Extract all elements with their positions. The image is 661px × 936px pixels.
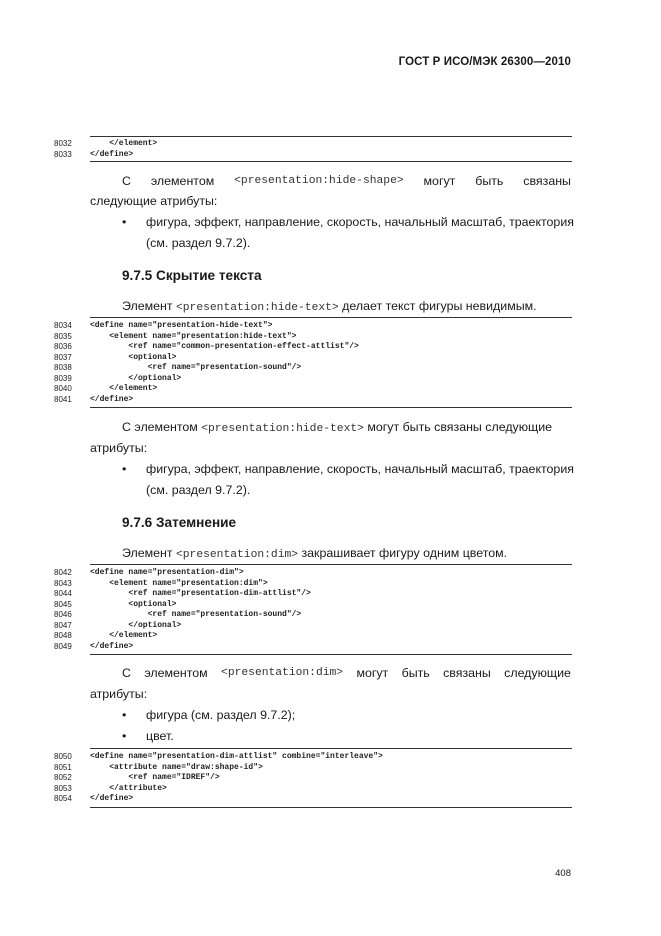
code-text: <element name="presentation:dim"> [90,578,268,588]
paragraph-dim-attrs-line2: атрибуты: [90,687,148,701]
code-lines [54,749,572,805]
code-lines [54,565,572,652]
code-text: </attribute> [90,783,167,793]
paragraph-hide-text-attrs [122,419,552,437]
line-number: 8043 [54,578,72,588]
paragraph-dim-attrs [122,665,571,681]
word: элементом [144,666,208,680]
code-text: <ref name="common-presentation-effect-attlist"/> [90,342,359,351]
inline-code: <presentation:hide-text> [176,302,339,314]
line-number: 8050 [54,752,72,761]
line-number: 8039 [54,373,72,383]
section-heading-9-7-6: 9.7.6 Затемнение [122,515,237,530]
line-number: 8038 [54,363,72,372]
word: связаны [443,666,491,680]
code-lines [54,137,572,160]
word: быть [401,666,430,680]
code-rule-bottom [90,807,572,808]
text: могут быть связаны следующие [363,420,553,434]
line-number: 8049 [54,641,72,651]
word: могут [423,174,456,188]
paragraph-hide-shape [122,173,571,189]
line-number: 8042 [54,568,72,577]
word: могут [356,666,389,680]
text: закрашивает фигуру одним цветом. [298,546,508,560]
inline-code: <presentation:dim> [221,667,344,679]
line-number: 8035 [54,331,72,341]
line-number: 8053 [54,783,72,793]
code-text: <define name="presentation-hide-text"> [90,321,273,330]
code-text: <optional> [90,352,177,362]
code-line [54,589,572,600]
line-number: 8045 [54,599,72,609]
code-text: </element> [90,139,158,148]
code-line [54,342,572,353]
line-number: 8047 [54,620,72,630]
line-number: 8046 [54,610,72,619]
code-line [54,631,572,642]
code-text: </define> [90,794,134,803]
inline-code: <presentation:hide-shape> [234,175,404,187]
code-text: </element> [90,384,158,393]
code-text: </element> [90,631,158,640]
code-line [54,321,572,332]
bullet-dot: • [122,708,127,722]
code-line [54,139,572,150]
code-rule-bottom [90,161,572,162]
code-rule-bottom [90,407,572,408]
code-text: <optional> [90,599,177,609]
code-text: </define> [90,149,134,159]
code-line [54,363,572,374]
line-number: 8032 [54,139,72,148]
line-number: 8054 [54,794,72,803]
code-line [54,784,572,795]
code-line [54,374,572,385]
paragraph-hide-text-intro [122,298,537,316]
word: связаны [523,174,571,188]
section-heading-9-7-5: 9.7.5 Скрытие текста [122,268,262,283]
line-number: 8034 [54,321,72,330]
code-rule-bottom [90,654,572,655]
code-line [54,568,572,579]
bullet-dot: • [122,215,127,229]
code-line [54,621,572,632]
inline-code: <presentation:hide-text> [201,423,364,435]
text: Элемент [122,299,176,313]
code-text: <ref name="IDREF"/> [90,773,220,782]
paragraph-hide-text-attrs-line2: атрибуты: [90,441,148,455]
code-text: </define> [90,394,134,404]
word: С [122,666,131,680]
bullet-dot: • [122,729,127,743]
bullet-text: фигура, эффект, направление, скорость, начальный масштаб, траектория [146,215,574,229]
code-line [54,610,572,621]
paragraph-dim-intro [122,545,507,563]
code-line [54,332,572,343]
bullet-item-2-line2: (см. раздел 9.7.2). [146,483,251,497]
text: С элементом [122,420,202,434]
code-line [54,763,572,774]
page-number: 408 [555,868,571,879]
word: следующие [504,666,571,680]
line-number: 8036 [54,342,72,351]
code-line [54,579,572,590]
text: Элемент [122,546,176,560]
code-text: </optional> [90,620,182,630]
line-number: 8048 [54,631,72,640]
code-line [54,773,572,784]
code-line [54,353,572,364]
code-block-3 [54,564,572,655]
code-text: <ref name="presentation-sound"/> [90,610,302,619]
word: элементом [150,174,215,188]
code-text: <define name="presentation-dim"> [90,568,244,577]
code-text: <ref name="presentation-dim-attlist"/> [90,589,311,598]
code-line [54,752,572,763]
code-line [54,600,572,611]
bullet-text: фигура (см. раздел 9.7.2); [146,708,296,722]
paragraph-hide-shape-line2: следующие атрибуты: [90,194,218,208]
line-number: 8041 [54,394,72,404]
line-number: 8040 [54,384,72,393]
word: С [122,174,131,188]
code-line [54,395,572,406]
code-text: <attribute name="draw:shape-id"> [90,762,263,772]
line-number: 8033 [54,149,72,159]
text: делает текст фигуры невидимым. [338,299,537,313]
bullet-item-1-line2: (см. раздел 9.7.2). [146,236,251,250]
code-text: </define> [90,641,134,651]
code-line [54,794,572,805]
code-text: <define name="presentation-dim-attlist" combine="interleave"> [90,752,383,761]
line-number: 8052 [54,773,72,782]
bullet-text: цвет. [146,729,174,743]
code-block-1 [54,136,572,162]
line-number: 8037 [54,352,72,362]
bullet-text: фигура, эффект, направление, скорость, начальный масштаб, траектория [146,462,574,476]
code-block-2 [54,317,572,408]
line-number: 8051 [54,762,72,772]
inline-code: <presentation:dim> [176,549,299,561]
line-number: 8044 [54,589,72,598]
code-line [54,150,572,161]
bullet-dot: • [122,462,127,476]
document-header: ГОСТ Р ИСО/МЭК 26300—2010 [398,56,571,68]
code-block-4 [54,748,572,808]
code-line [54,642,572,653]
code-line [54,384,572,395]
code-text: </optional> [90,373,182,383]
word: быть [475,174,504,188]
code-lines [54,318,572,405]
code-text: <ref name="presentation-sound"/> [90,363,302,372]
code-text: <element name="presentation:hide-text"> [90,331,297,341]
